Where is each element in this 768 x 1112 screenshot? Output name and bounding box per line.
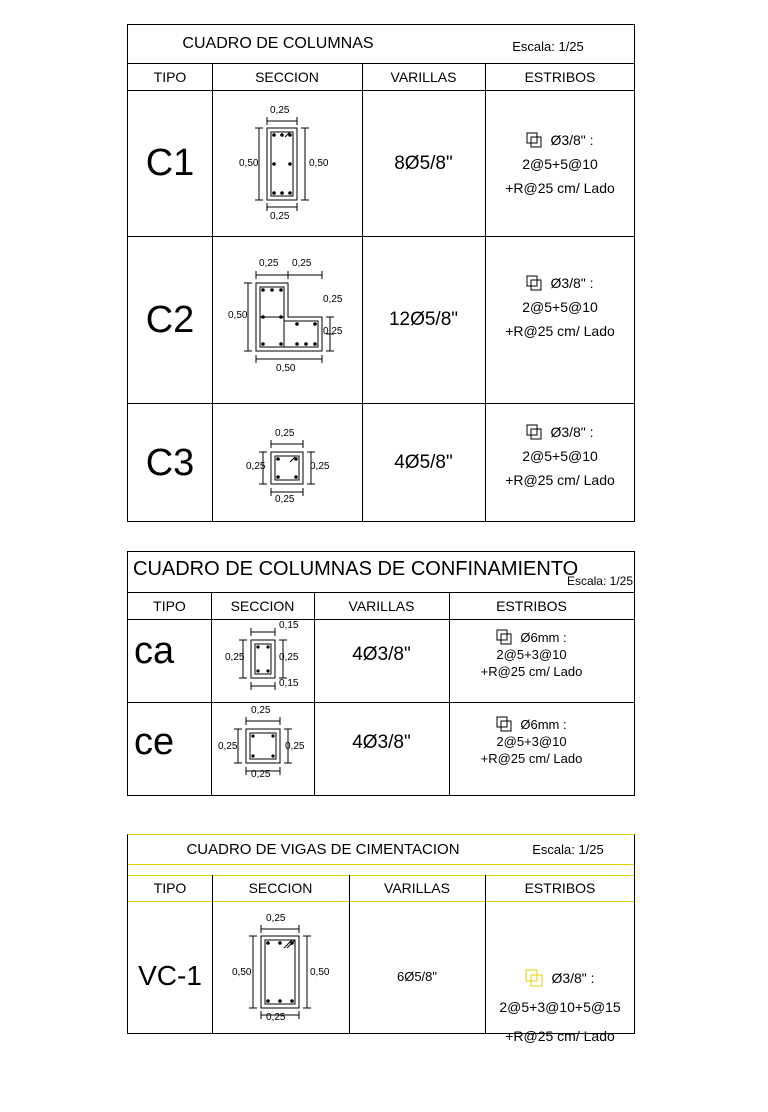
stirrup-spacing: 2@5+5@10 (522, 299, 598, 315)
stirrup-icon (496, 629, 512, 645)
table-row-c3-varillas: 4Ø5/8" (394, 452, 453, 473)
stirrup-diameter: Ø6mm : (520, 629, 567, 645)
stirrup-diameter: Ø3/8" : (550, 275, 594, 291)
table-scale: Escala: 1/25 (512, 38, 584, 54)
dim-bottom: 0,25 (275, 494, 295, 505)
stirrup-diameter: Ø6mm : (520, 716, 567, 732)
section-drawing-vc1 (212, 902, 349, 1026)
table-row-c1-estribos (485, 91, 635, 236)
table-row-vc1-estribos (485, 902, 635, 1112)
dim-bottom: 0,50 (276, 363, 296, 374)
stirrup-spacing: 2@5+3@10+5@15 (499, 998, 621, 1015)
dim-right: 0,25 (310, 461, 330, 472)
section-drawing-c2 (212, 237, 362, 403)
stirrup-rest: +R@25 cm/ Lado (505, 179, 615, 196)
table-title: CUADRO DE COLUMNAS (182, 35, 374, 52)
stirrup-icon (525, 969, 543, 987)
dim-right-lower: 0,25 (323, 326, 343, 337)
table-row-ce-tipo: ce (134, 720, 175, 763)
stirrup-icon (526, 132, 542, 148)
dim-top-left: 0,25 (259, 258, 279, 269)
stirrup-icon (496, 716, 512, 732)
dim-bottom: 0,25 (251, 769, 271, 780)
stirrup-spacing: 2@5+5@10 (522, 448, 598, 464)
stirrup-rest: +R@25 cm/ Lado (505, 472, 615, 488)
dim-left: 0,25 (218, 741, 238, 752)
header-varillas: VARILLAS (384, 880, 450, 896)
stirrup-rest: +R@25 cm/ Lado (505, 1027, 615, 1044)
table-row-vc1-varillas: 6Ø5/8" (396, 968, 438, 984)
table-row-c3-tipo: C3 (145, 441, 195, 484)
dim-right: 0,25 (285, 741, 305, 752)
header-estribos: ESTRIBOS (524, 880, 596, 896)
dim-top: 0,25 (275, 428, 295, 439)
stirrup-spacing: 2@5+5@10 (522, 155, 598, 172)
header-varillas: VARILLAS (348, 598, 415, 614)
section-drawing-c3 (212, 404, 362, 522)
stirrup-diameter: Ø3/8" : (550, 424, 594, 440)
section-drawing-ca (211, 620, 314, 702)
dim-left: 0,50 (228, 310, 248, 321)
table-row-ca-varillas: 4Ø3/8" (352, 644, 411, 665)
dim-right: 0,25 (279, 652, 299, 663)
table-row-vc1-tipo: VC-1 (138, 960, 202, 991)
confinement-columns-table (127, 551, 635, 796)
table-row-ce-varillas: 4Ø3/8" (352, 732, 411, 753)
section-drawing-ce (211, 703, 314, 795)
dim-top: 0,15 (279, 620, 299, 631)
dim-top: 0,25 (251, 705, 271, 716)
dim-left: 0,50 (239, 158, 259, 169)
table-row-c2-estribos (485, 237, 635, 377)
stirrup-spacing: 2@5+3@10 (496, 646, 567, 662)
dim-bottom: 0,25 (270, 211, 290, 222)
dim-right: 0,50 (310, 967, 330, 978)
dim-right: 0,50 (309, 158, 329, 169)
section-drawing-c1 (212, 91, 362, 236)
stirrup-spacing: 2@5+3@10 (496, 733, 567, 749)
table-row-c1-varillas: 8Ø5/8" (394, 152, 453, 174)
table-row-c3-estribos (485, 404, 635, 508)
dim-bottom: 0,25 (266, 1012, 286, 1023)
table-scale: Escala: 1/25 (566, 574, 633, 588)
table-row-c1-tipo: C1 (145, 142, 195, 184)
stirrup-rest: +R@25 cm/ Lado (505, 323, 615, 339)
dim-right-upper: 0,25 (323, 294, 343, 305)
header-varillas: VARILLAS (390, 69, 457, 85)
table-row-c2-varillas: 12Ø5/8" (388, 309, 459, 330)
table-title: CUADRO DE COLUMNAS DE CONFINAMIENTO (133, 557, 579, 580)
table-row-ca-estribos (449, 620, 614, 688)
stirrup-diameter: Ø3/8" : (551, 969, 595, 986)
stirrup-rest: +R@25 cm/ Lado (480, 663, 583, 679)
header-seccion: SECCION (230, 598, 295, 614)
dim-top-right: 0,25 (292, 258, 312, 269)
header-seccion: SECCION (248, 880, 313, 896)
stirrup-rest: +R@25 cm/ Lado (480, 750, 583, 766)
stirrup-diameter: Ø3/8" : (550, 131, 594, 148)
table-row-c2-tipo: C2 (145, 298, 195, 341)
dim-bottom: 0,15 (279, 678, 299, 689)
header-seccion: SECCION (255, 69, 319, 85)
header-tipo: TIPO (153, 598, 186, 614)
columns-table (127, 24, 635, 522)
table-scale: Escala: 1/25 (532, 842, 604, 857)
dim-left: 0,25 (246, 461, 266, 472)
table-row-ce-estribos (449, 703, 614, 779)
table-row-ca-tipo: ca (134, 629, 175, 672)
header-tipo: TIPO (153, 69, 187, 85)
header-tipo: TIPO (153, 880, 187, 896)
dim-left: 0,25 (225, 652, 245, 663)
foundation-beams-table (127, 834, 635, 1044)
stirrup-icon (526, 424, 542, 440)
table-title: CUADRO DE VIGAS DE CIMENTACION (186, 841, 460, 858)
header-estribos: ESTRIBOS (496, 598, 567, 614)
dim-top: 0,25 (266, 913, 286, 924)
dim-left: 0,50 (232, 967, 252, 978)
dim-top: 0,25 (270, 105, 290, 116)
header-estribos: ESTRIBOS (524, 69, 596, 85)
stirrup-icon (526, 275, 542, 291)
